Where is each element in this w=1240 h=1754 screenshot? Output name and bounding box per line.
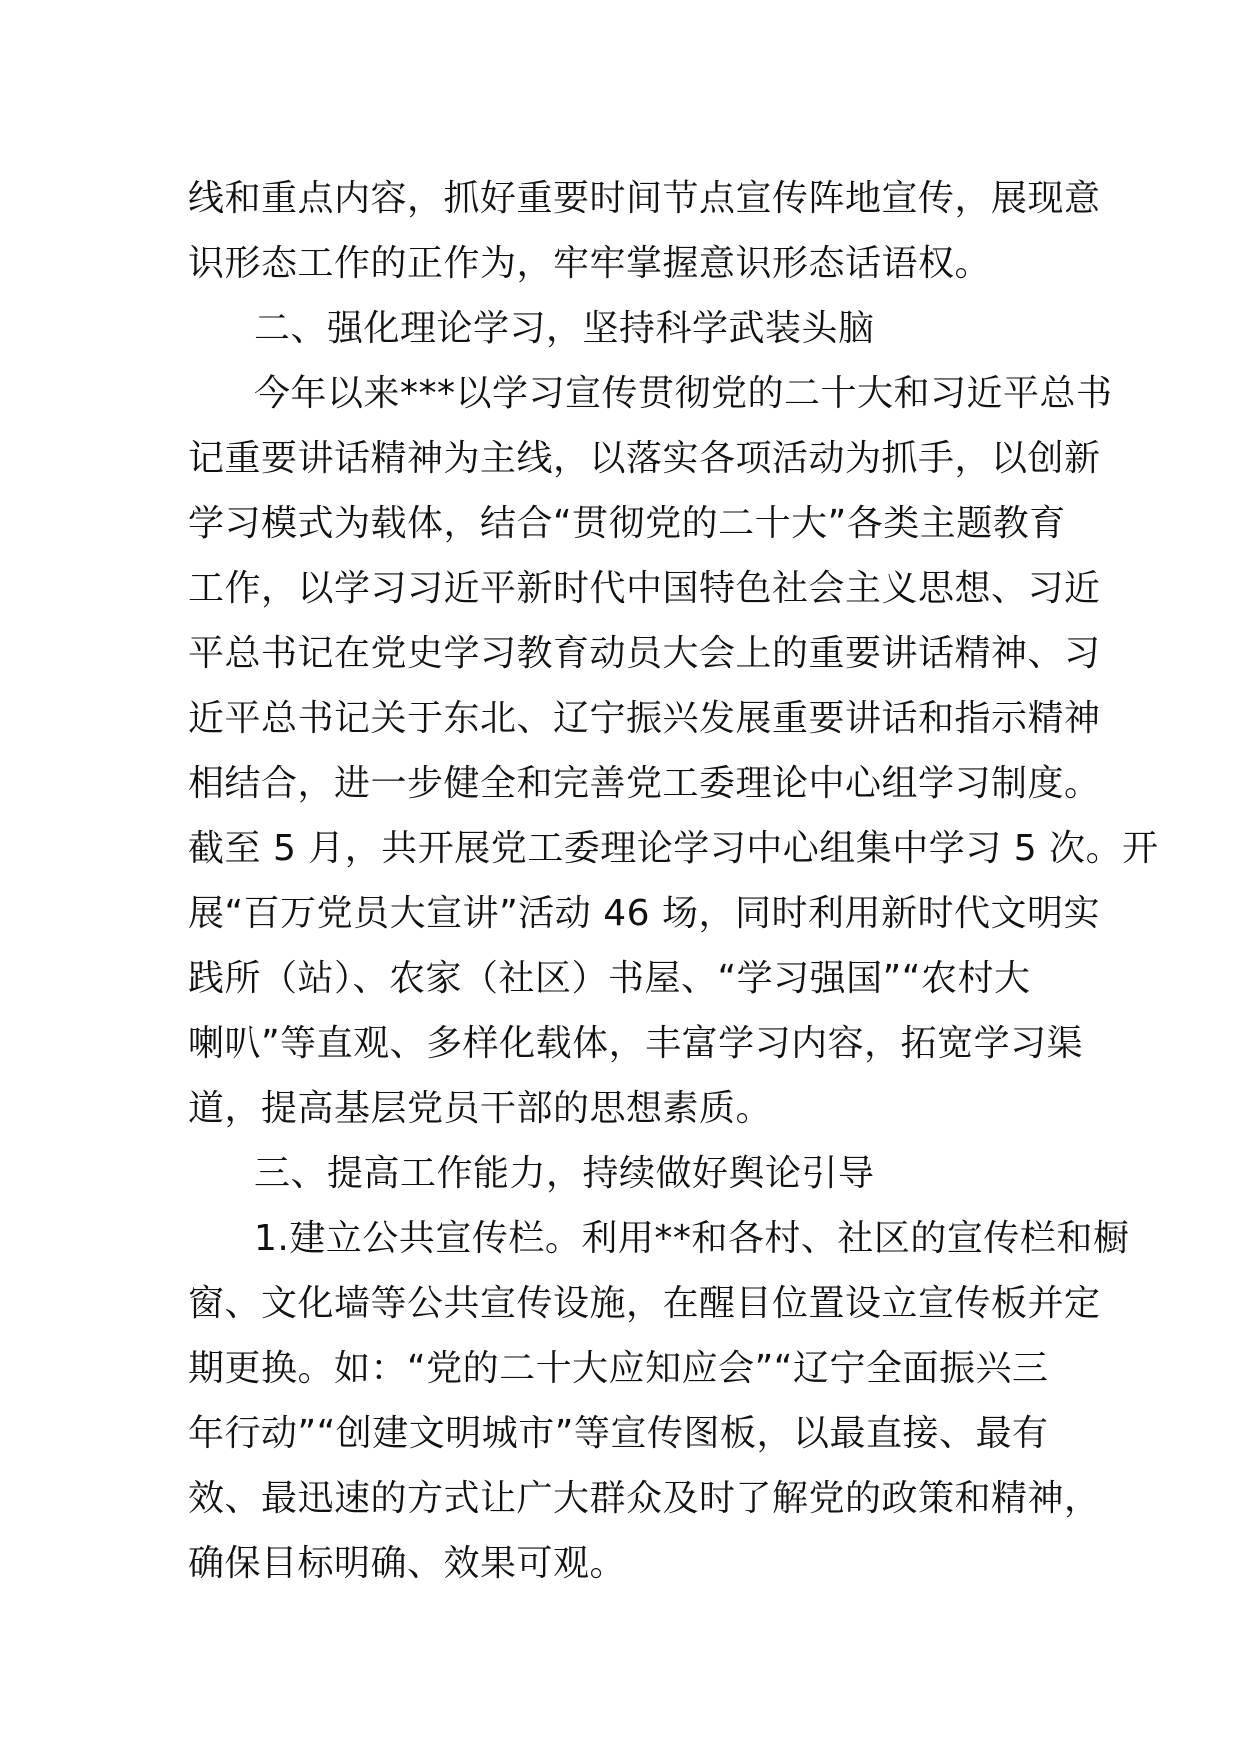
text-line: 工作，以学习习近平新时代中国特色社会主义思想、习近 xyxy=(188,568,1101,609)
text-line: 践所（站）、农家（社区）书屋、“学习强国”“农村大 xyxy=(188,958,1031,999)
text-line: 效、最迅速的方式让广大群众及时了解党的政策和精神， xyxy=(188,1478,1101,1519)
text-line: 喇叭”等直观、多样化载体，丰富学习内容，拓宽学习渠 xyxy=(188,1023,1084,1064)
text-line: 道，提高基层党员干部的思想素质。 xyxy=(188,1088,773,1129)
text-line: 截至 5 月，共开展党工委理论学习中心组集中学习 5 次。开 xyxy=(188,828,1159,869)
text-line: 平总书记在党史学习教育动员大会上的重要讲话精神、习 xyxy=(188,633,1101,674)
text-line: 识形态工作的正作为，牢牢掌握意识形态话语权。 xyxy=(188,243,992,284)
body-text xyxy=(188,166,1159,1596)
text-line: 线和重点内容，抓好重要时间节点宣传阵地宣传，展现意 xyxy=(188,178,1101,219)
text-line: 1.建立公共宣传栏。利用**和各村、社区的宣传栏和橱 xyxy=(254,1218,1130,1259)
text-line: 期更换。如：“党的二十大应知应会”“辽宁全面振兴三 xyxy=(188,1348,1049,1389)
text-line: 学习模式为载体，结合“贯彻党的二十大”各类主题教育 xyxy=(188,503,1066,544)
text-line: 年行动”“创建文明城市”等宣传图板，以最直接、最有 xyxy=(188,1413,1049,1454)
text-line: 展“百万党员大宣讲”活动 46 场，同时利用新时代文明实 xyxy=(188,893,1100,934)
text-line: 今年以来***以学习宣传贯彻党的二十大和习近平总书 xyxy=(254,373,1113,414)
text-line: 记重要讲话精神为主线，以落实各项活动为抓手，以创新 xyxy=(188,438,1101,479)
text-line: 确保目标明确、效果可观。 xyxy=(188,1543,627,1584)
text-line: 近平总书记关于东北、辽宁振兴发展重要讲话和指示精神 xyxy=(188,698,1101,739)
text-line: 相结合，进一步健全和完善党工委理论中心组学习制度。 xyxy=(188,763,1101,804)
section-heading: 三、提高工作能力，持续做好舆论引导 xyxy=(254,1153,875,1194)
section-heading: 二、强化理论学习，坚持科学武装头脑 xyxy=(254,308,875,349)
text-line: 窗、文化墙等公共宣传设施，在醒目位置设立宣传板并定 xyxy=(188,1283,1101,1324)
